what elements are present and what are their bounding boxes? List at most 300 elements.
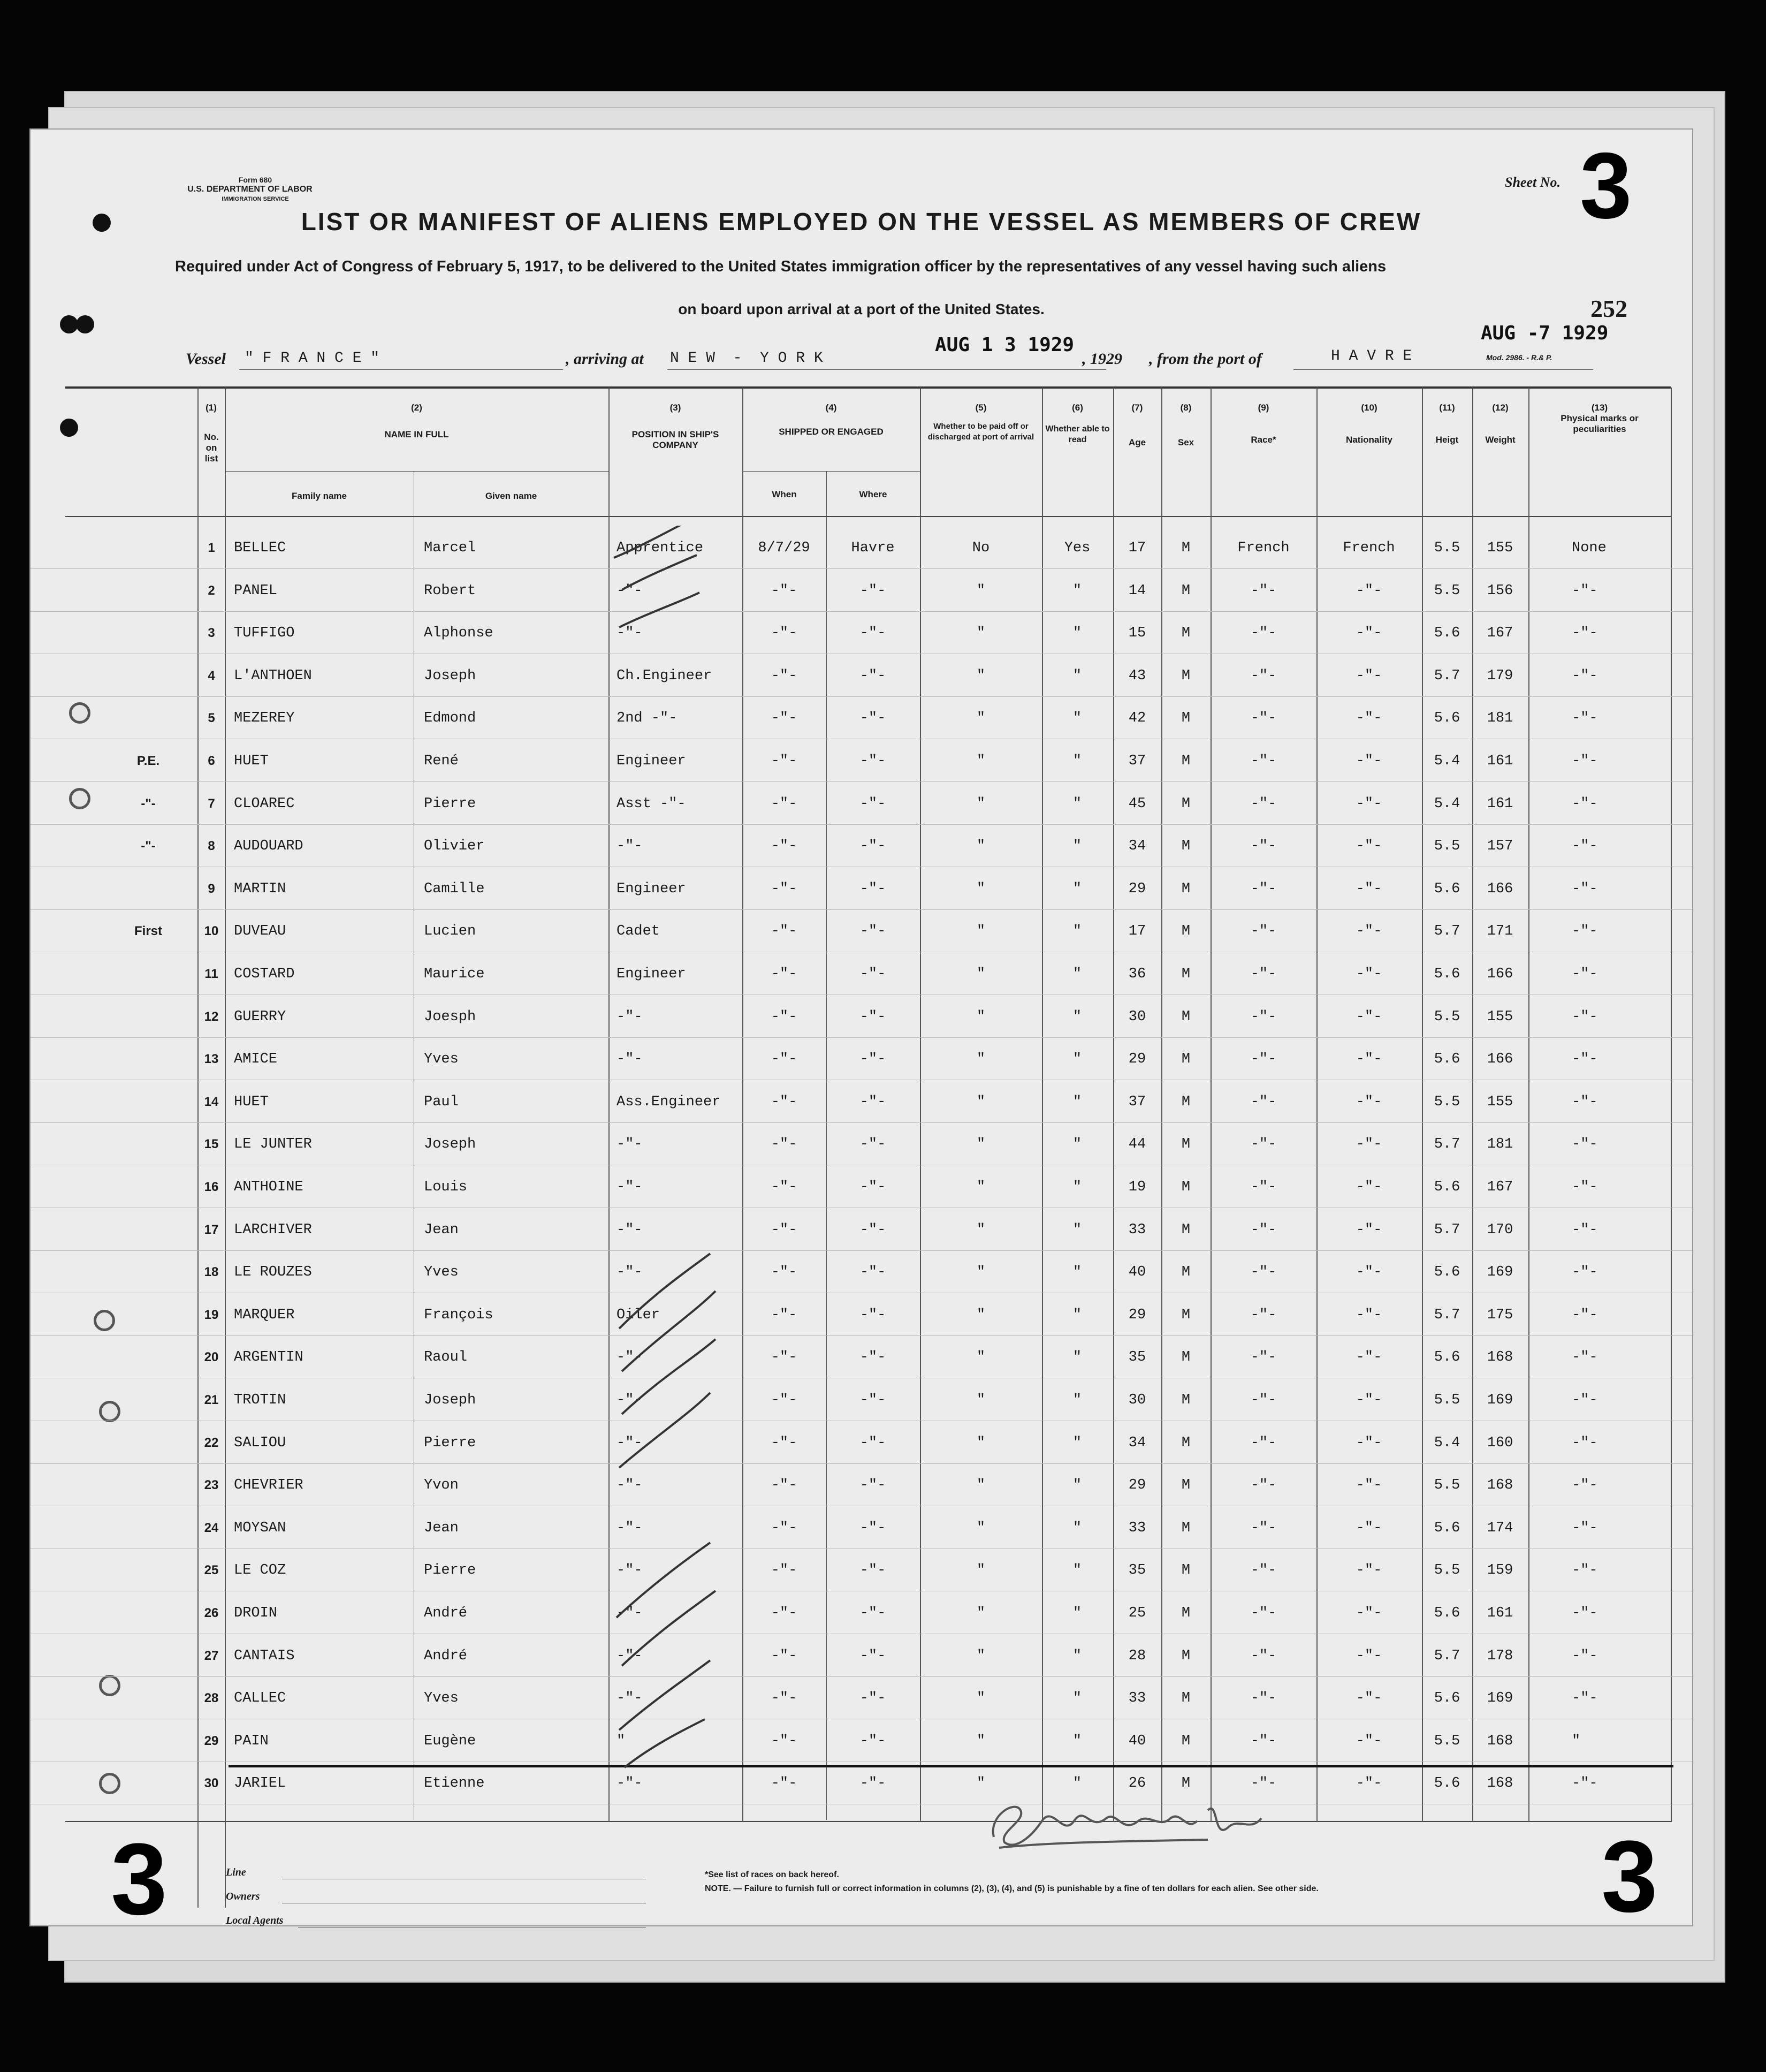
- col-age-label: Age: [1128, 437, 1146, 447]
- physical-marks: -"-: [1572, 1179, 1598, 1195]
- age: 35: [1128, 1562, 1146, 1579]
- sex: M: [1181, 1264, 1191, 1281]
- shipped-where: -"-: [859, 1221, 886, 1238]
- list-number: 19: [204, 1307, 219, 1322]
- position: -"-: [616, 1221, 643, 1238]
- family-name: COSTARD: [234, 966, 295, 982]
- shipped-where: -"-: [859, 1690, 886, 1707]
- race: -"-: [1250, 1733, 1277, 1749]
- race: -"-: [1250, 1264, 1277, 1281]
- physical-marks: -"-: [1572, 1008, 1598, 1025]
- shipped-when: -"-: [771, 1094, 797, 1110]
- shipped-where: -"-: [859, 1136, 886, 1153]
- position: -"-: [616, 1648, 643, 1664]
- sex: M: [1181, 1520, 1191, 1536]
- shipped-when: -"-: [771, 1051, 797, 1068]
- arriving-label: , arriving at: [566, 350, 644, 368]
- shipped-when: -"-: [771, 1775, 797, 1792]
- col-when: When: [772, 489, 797, 499]
- nationality: -"-: [1356, 1648, 1382, 1664]
- family-name: CLOAREC: [234, 795, 295, 812]
- row-rule: [31, 1463, 1692, 1464]
- physical-marks: -"-: [1572, 1264, 1598, 1281]
- row-rule: [31, 909, 1692, 910]
- able-to-read: ": [1072, 1392, 1082, 1408]
- physical-marks: -"-: [1572, 1477, 1598, 1494]
- col-age-number: (7): [1131, 403, 1143, 413]
- paid-off: ": [976, 667, 986, 684]
- position: Ch.Engineer: [616, 667, 712, 684]
- weight: 168: [1487, 1477, 1513, 1494]
- weight: 168: [1487, 1349, 1513, 1366]
- age: 28: [1128, 1648, 1146, 1664]
- race: -"-: [1250, 1307, 1277, 1323]
- able-to-read: ": [1072, 1562, 1082, 1579]
- vessel-label: Vessel: [186, 350, 226, 368]
- given-name: Joseph: [424, 1136, 476, 1153]
- family-name: CANTAIS: [234, 1648, 295, 1664]
- sex: M: [1181, 625, 1191, 642]
- column-divider: [225, 388, 226, 1908]
- paid-off: ": [976, 1648, 986, 1664]
- col-height-label: Heigt: [1435, 435, 1459, 445]
- weight: 159: [1487, 1562, 1513, 1579]
- shipped-when: -"-: [771, 795, 797, 812]
- departure-port: H A V R E: [1331, 348, 1412, 365]
- able-to-read: ": [1072, 795, 1082, 812]
- sex: M: [1181, 923, 1191, 940]
- height: 5.7: [1434, 667, 1460, 684]
- column-divider: [1528, 388, 1529, 1822]
- nationality: -"-: [1356, 1136, 1382, 1153]
- race: -"-: [1250, 1221, 1277, 1238]
- year-text: , 1929: [1082, 350, 1122, 368]
- nationality: -"-: [1356, 881, 1382, 897]
- physical-marks: -"-: [1572, 582, 1598, 599]
- mod-text: Mod. 2986. - R.& P.: [1486, 353, 1552, 362]
- manifest-title: LIST OR MANIFEST OF ALIENS EMPLOYED ON THE VESSEL AS MEMBERS OF CREW: [301, 208, 1422, 236]
- height: 5.7: [1434, 923, 1460, 940]
- shipped-when: -"-: [771, 753, 797, 769]
- paid-off: ": [976, 1392, 986, 1408]
- able-to-read: ": [1072, 710, 1082, 727]
- given-name: Joseph: [424, 667, 476, 684]
- col-no-number: (1): [205, 403, 217, 413]
- race: -"-: [1250, 1520, 1277, 1536]
- family-name: SALIOU: [234, 1435, 286, 1451]
- race: -"-: [1250, 1775, 1277, 1792]
- weight: 157: [1487, 838, 1513, 855]
- given-name: Maurice: [424, 966, 485, 982]
- age: 37: [1128, 1094, 1146, 1110]
- nationality: -"-: [1356, 1435, 1382, 1451]
- col-position-label: POSITION IN SHIP'S COMPANY: [631, 429, 719, 450]
- paid-off: ": [976, 582, 986, 599]
- family-name: LE JUNTER: [234, 1136, 312, 1153]
- able-to-read: ": [1072, 1520, 1082, 1536]
- list-number: 29: [204, 1733, 219, 1748]
- position: -"-: [616, 1562, 643, 1579]
- nationality: -"-: [1356, 1221, 1382, 1238]
- nationality: -"-: [1356, 1733, 1382, 1749]
- able-to-read: ": [1072, 1477, 1082, 1494]
- position: -"-: [616, 625, 643, 642]
- margin-note: -"-: [141, 839, 156, 854]
- paid-off: ": [976, 1307, 986, 1323]
- nationality: -"-: [1356, 1051, 1382, 1068]
- position: Cadet: [616, 923, 660, 940]
- race: -"-: [1250, 1690, 1277, 1707]
- age: 37: [1128, 753, 1146, 769]
- race: -"-: [1250, 881, 1277, 897]
- race: -"-: [1250, 838, 1277, 855]
- vessel-name: " F R A N C E ": [245, 350, 380, 367]
- position: Asst -"-: [616, 795, 686, 812]
- column-divider: [1422, 388, 1423, 1822]
- shipped-where: -"-: [859, 1094, 886, 1110]
- position: Apprentice: [616, 540, 704, 556]
- given-name: Raoul: [424, 1349, 468, 1366]
- paid-off: ": [976, 1520, 986, 1536]
- given-name: Robert: [424, 582, 476, 599]
- row-rule: [31, 611, 1692, 612]
- nationality: -"-: [1356, 625, 1382, 642]
- column-divider: [197, 388, 199, 1908]
- shipped-where: -"-: [859, 1477, 886, 1494]
- physical-marks: -"-: [1572, 1221, 1598, 1238]
- physical-marks: -"-: [1572, 1648, 1598, 1664]
- shipped-when: -"-: [771, 1477, 797, 1494]
- shipped-when: -"-: [771, 1392, 797, 1408]
- col-paid-label: Whether to be paid off or discharged at port of arrival: [927, 422, 1034, 442]
- height: 5.7: [1434, 1221, 1460, 1238]
- binder-ring: [99, 1773, 120, 1794]
- age: 40: [1128, 1733, 1146, 1749]
- nationality: -"-: [1356, 1605, 1382, 1621]
- family-name: L'ANTHOEN: [234, 667, 312, 684]
- footnote-races: *See list of races on back hereof.: [705, 1870, 839, 1879]
- height: 5.5: [1434, 582, 1460, 599]
- shipped-where: -"-: [859, 1648, 886, 1664]
- age: 40: [1128, 1264, 1146, 1281]
- family-name: TUFFIGO: [234, 625, 295, 642]
- col-given-name: Given name: [485, 491, 537, 501]
- given-name: Marcel: [424, 540, 476, 556]
- family-name: BELLEC: [234, 540, 286, 556]
- age: 33: [1128, 1690, 1146, 1707]
- shipped-where: -"-: [859, 625, 886, 642]
- physical-marks: -"-: [1572, 1605, 1598, 1621]
- col-height-number: (11): [1439, 403, 1455, 413]
- position: -"-: [616, 1264, 643, 1281]
- shipped-where: -"-: [859, 1562, 886, 1579]
- nationality: French: [1343, 540, 1395, 556]
- shipped-when: 8/7/29: [758, 540, 810, 556]
- given-name: Camille: [424, 881, 485, 897]
- height: 5.6: [1434, 1264, 1460, 1281]
- physical-marks: -"-: [1572, 710, 1598, 727]
- able-to-read: ": [1072, 1221, 1082, 1238]
- physical-marks: -"-: [1572, 1775, 1598, 1792]
- table-bottom-border: [65, 1821, 1671, 1822]
- weight: 174: [1487, 1520, 1513, 1536]
- physical-marks: -"-: [1572, 838, 1598, 855]
- physical-marks: -"-: [1572, 1094, 1598, 1110]
- shipped-when: -"-: [771, 1136, 797, 1153]
- shipped-where: -"-: [859, 1307, 886, 1323]
- able-to-read: ": [1072, 582, 1082, 599]
- punch-hole: [76, 315, 94, 333]
- race: -"-: [1250, 1008, 1277, 1025]
- physical-marks: -"-: [1572, 923, 1598, 940]
- age: 17: [1128, 923, 1146, 940]
- physical-marks: -"-: [1572, 1136, 1598, 1153]
- list-number: 10: [204, 924, 219, 939]
- race: -"-: [1250, 1605, 1277, 1621]
- given-name: Eugène: [424, 1733, 476, 1749]
- position: -"-: [616, 1179, 643, 1195]
- nationality: -"-: [1356, 667, 1382, 684]
- physical-marks: -"-: [1572, 1690, 1598, 1707]
- position: -"-: [616, 1008, 643, 1025]
- sex: M: [1181, 1477, 1191, 1494]
- physical-marks: -"-: [1572, 753, 1598, 769]
- margin-note: First: [134, 924, 163, 939]
- shipped-when: -"-: [771, 1605, 797, 1621]
- physical-marks: -"-: [1572, 667, 1598, 684]
- col-marks-label: Physical marks or peculiarities: [1561, 413, 1639, 434]
- subheader-line: [225, 471, 608, 472]
- sex: M: [1181, 667, 1191, 684]
- age: 44: [1128, 1136, 1146, 1153]
- physical-marks: None: [1572, 540, 1607, 556]
- nationality: -"-: [1356, 1008, 1382, 1025]
- height: 5.5: [1434, 1392, 1460, 1408]
- list-number: 14: [204, 1094, 219, 1109]
- list-number: 21: [204, 1393, 219, 1407]
- paid-off: ": [976, 1264, 986, 1281]
- column-divider: [1161, 388, 1162, 1822]
- height: 5.6: [1434, 1349, 1460, 1366]
- col-weight-number: (12): [1492, 403, 1509, 413]
- shipped-where: -"-: [859, 795, 886, 812]
- col-race-number: (9): [1258, 403, 1269, 413]
- paid-off: ": [976, 710, 986, 727]
- height: 5.6: [1434, 1775, 1460, 1792]
- age: 29: [1128, 1307, 1146, 1323]
- family-name: AUDOUARD: [234, 838, 303, 855]
- height: 5.5: [1434, 838, 1460, 855]
- list-number: 13: [204, 1052, 219, 1067]
- nationality: -"-: [1356, 1775, 1382, 1792]
- form-number: Form 680: [238, 176, 272, 184]
- paid-off: ": [976, 1051, 986, 1068]
- row-rule: [31, 568, 1692, 569]
- paid-off: ": [976, 1179, 986, 1195]
- margin-note: -"-: [141, 796, 156, 811]
- sex: M: [1181, 1307, 1191, 1323]
- row-rule: [31, 1037, 1692, 1038]
- weight: 161: [1487, 1605, 1513, 1621]
- shipped-when: -"-: [771, 710, 797, 727]
- list-number: 18: [204, 1265, 219, 1280]
- row-rule: [31, 696, 1692, 697]
- able-to-read: ": [1072, 1179, 1082, 1195]
- height: 5.4: [1434, 795, 1460, 812]
- shipped-where: -"-: [859, 710, 886, 727]
- given-name: Yves: [424, 1264, 459, 1281]
- col-no-label: No. on list: [204, 432, 219, 464]
- position: -"-: [616, 1775, 643, 1792]
- given-name: Yves: [424, 1690, 459, 1707]
- list-number: 27: [204, 1648, 219, 1663]
- race: -"-: [1250, 795, 1277, 812]
- family-name: CHEVRIER: [234, 1477, 303, 1494]
- age: 35: [1128, 1349, 1146, 1366]
- nationality: -"-: [1356, 1520, 1382, 1536]
- physical-marks: ": [1572, 1733, 1581, 1749]
- family-name: ARGENTIN: [234, 1349, 303, 1366]
- age: 33: [1128, 1520, 1146, 1536]
- arriving-port: N E W - Y O R K: [670, 350, 823, 367]
- given-name: Olivier: [424, 838, 485, 855]
- weight: 171: [1487, 923, 1513, 940]
- column-divider: [1042, 388, 1043, 1822]
- weight: 167: [1487, 1179, 1513, 1195]
- race: -"-: [1250, 1094, 1277, 1110]
- shipped-where: -"-: [859, 1349, 886, 1366]
- list-number: 1: [208, 541, 215, 555]
- family-name: DUVEAU: [234, 923, 286, 940]
- from-port-label: , from the port of: [1149, 350, 1262, 368]
- sheet-label: Sheet No.: [1505, 174, 1561, 190]
- weight: 181: [1487, 1136, 1513, 1153]
- weight: 161: [1487, 753, 1513, 769]
- col-name-label: NAME IN FULL: [384, 429, 449, 439]
- paid-off: ": [976, 1775, 986, 1792]
- able-to-read: ": [1072, 966, 1082, 982]
- physical-marks: -"-: [1572, 1392, 1598, 1408]
- position: -"-: [616, 1051, 643, 1068]
- shipped-when: -"-: [771, 1562, 797, 1579]
- shipped-when: -"-: [771, 923, 797, 940]
- position: Oiler: [616, 1307, 660, 1323]
- position: 2nd -"-: [616, 710, 678, 727]
- height: 5.7: [1434, 1307, 1460, 1323]
- sex: M: [1181, 881, 1191, 897]
- col-weight-label: Weight: [1485, 435, 1516, 445]
- weight: 155: [1487, 1008, 1513, 1025]
- shipped-where: -"-: [859, 1264, 886, 1281]
- col-name-number: (2): [411, 403, 422, 413]
- height: 5.5: [1434, 1008, 1460, 1025]
- sex: M: [1181, 1051, 1191, 1068]
- shipped-when: -"-: [771, 1264, 797, 1281]
- shipped-where: Havre: [851, 540, 895, 556]
- age: 25: [1128, 1605, 1146, 1621]
- height: 5.6: [1434, 1690, 1460, 1707]
- able-to-read: ": [1072, 1307, 1082, 1323]
- given-name: Etienne: [424, 1775, 485, 1792]
- age: 15: [1128, 625, 1146, 642]
- family-name: MOYSAN: [234, 1520, 286, 1536]
- footnote-penalty: NOTE. — Failure to furnish full or correct information in columns (2), (3), (4), and (5) is punishable by a fine of ten dollars for each alien. See other side.: [705, 1884, 1319, 1893]
- physical-marks: -"-: [1572, 966, 1598, 982]
- given-name: Pierre: [424, 795, 476, 812]
- given-name: Joesph: [424, 1008, 476, 1025]
- sex: M: [1181, 710, 1191, 727]
- given-name: Joseph: [424, 1392, 476, 1408]
- age: 34: [1128, 838, 1146, 855]
- race: -"-: [1250, 753, 1277, 769]
- row-rule: [31, 781, 1692, 782]
- paid-off: ": [976, 966, 986, 982]
- shipped-when: -"-: [771, 1179, 797, 1195]
- punch-hole: [60, 419, 78, 437]
- age: 14: [1128, 582, 1146, 599]
- shipped-when: -"-: [771, 1221, 797, 1238]
- nationality: -"-: [1356, 1307, 1382, 1323]
- family-name: JARIEL: [234, 1775, 286, 1792]
- age: 43: [1128, 667, 1146, 684]
- col-where: Where: [859, 489, 887, 499]
- list-number: 30: [204, 1776, 219, 1791]
- shipped-when: -"-: [771, 881, 797, 897]
- handwritten-signature: [983, 1789, 1283, 1858]
- shipped-when: -"-: [771, 1520, 797, 1536]
- list-number: 16: [204, 1180, 219, 1194]
- physical-marks: -"-: [1572, 625, 1598, 642]
- sex: M: [1181, 1136, 1191, 1153]
- col-nationality-label: Nationality: [1346, 435, 1392, 445]
- weight: 168: [1487, 1733, 1513, 1749]
- position: -"-: [616, 1520, 643, 1536]
- able-to-read: ": [1072, 1605, 1082, 1621]
- given-name: Edmond: [424, 710, 476, 727]
- family-name: LARCHIVER: [234, 1221, 312, 1238]
- col-read-label: Whether able to read: [1045, 424, 1110, 444]
- age: 26: [1128, 1775, 1146, 1792]
- race: -"-: [1250, 667, 1277, 684]
- family-name: LE ROUZES: [234, 1264, 312, 1281]
- age: 42: [1128, 710, 1146, 727]
- family-name: CALLEC: [234, 1690, 286, 1707]
- weight: 166: [1487, 1051, 1513, 1068]
- family-name: DROIN: [234, 1605, 278, 1621]
- row-rule: [31, 1250, 1692, 1251]
- family-name: GUERRY: [234, 1008, 286, 1025]
- age: 36: [1128, 966, 1146, 982]
- shipped-when: -"-: [771, 667, 797, 684]
- sex: M: [1181, 1562, 1191, 1579]
- able-to-read: ": [1072, 625, 1082, 642]
- paid-off: ": [976, 838, 986, 855]
- column-divider: [920, 388, 921, 1822]
- weight: 169: [1487, 1392, 1513, 1408]
- given-name: Jean: [424, 1520, 459, 1536]
- sex: M: [1181, 540, 1191, 556]
- departure-date-stamp: AUG -7 1929: [1481, 322, 1609, 344]
- able-to-read: ": [1072, 1775, 1082, 1792]
- shipped-where: -"-: [859, 1179, 886, 1195]
- list-number: 20: [204, 1350, 219, 1365]
- age: 29: [1128, 1477, 1146, 1494]
- able-to-read: Yes: [1064, 540, 1091, 556]
- able-to-read: ": [1072, 1094, 1082, 1110]
- strikethrough-row-29: [229, 1765, 1673, 1767]
- given-name: André: [424, 1648, 468, 1664]
- shipped-when: -"-: [771, 1008, 797, 1025]
